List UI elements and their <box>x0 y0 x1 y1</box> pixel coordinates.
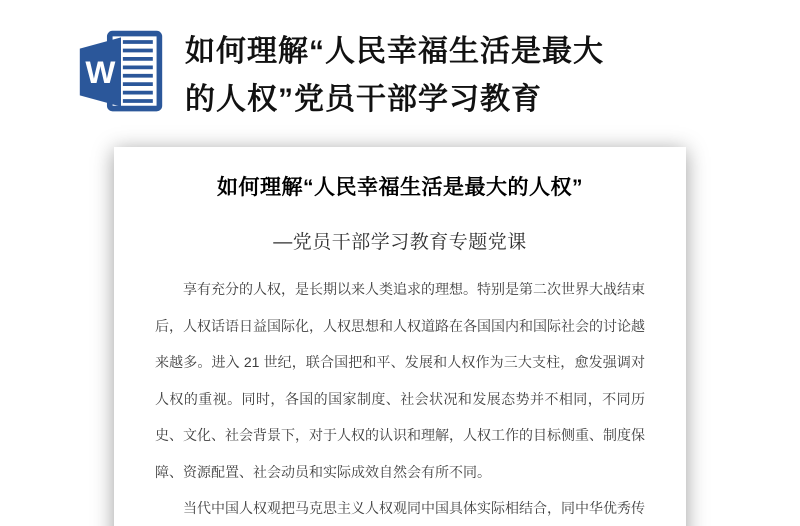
document-header <box>0 0 800 124</box>
word-icon <box>74 28 168 116</box>
page-title <box>185 28 604 124</box>
word-icon-letter: W <box>85 54 116 91</box>
doc-paragraph-1: 享有充分的人权，是长期以来人类追求的理想。特别是第二次世界大战结束后，人权话语日益国际化，人权思想和人权道路在各国国内和国际社会的讨论越来越多。进入 21 世纪，联合国把和平、发展和人权作为三大支柱，愈发强调对人权的重视。同时，各国的国家制度、社会状况和发展态势并不相同，不同历史、文化、社会背景下，对于人权的认识和理解，人权工作的目标侧重、制度保障、资源配置、社会动员和实际成效自然会有所不同。 <box>155 281 645 480</box>
doc-subtitle: —党员干部学习教育专题党课 <box>273 232 527 253</box>
page-title-line2: 的人权”党员干部学习教育 <box>185 83 542 116</box>
document-preview <box>0 147 800 526</box>
doc-body <box>155 271 645 526</box>
doc-paragraph-2: 当代中国人权观把马克思主义人权观同中国具体实际相结合，同中华优秀传 <box>183 500 645 516</box>
page-title-line1: 如何理解“人民幸福生活是最大 <box>185 35 604 68</box>
document-page <box>114 147 686 526</box>
doc-title: 如何理解“人民幸福生活是最大的人权” <box>217 176 583 199</box>
